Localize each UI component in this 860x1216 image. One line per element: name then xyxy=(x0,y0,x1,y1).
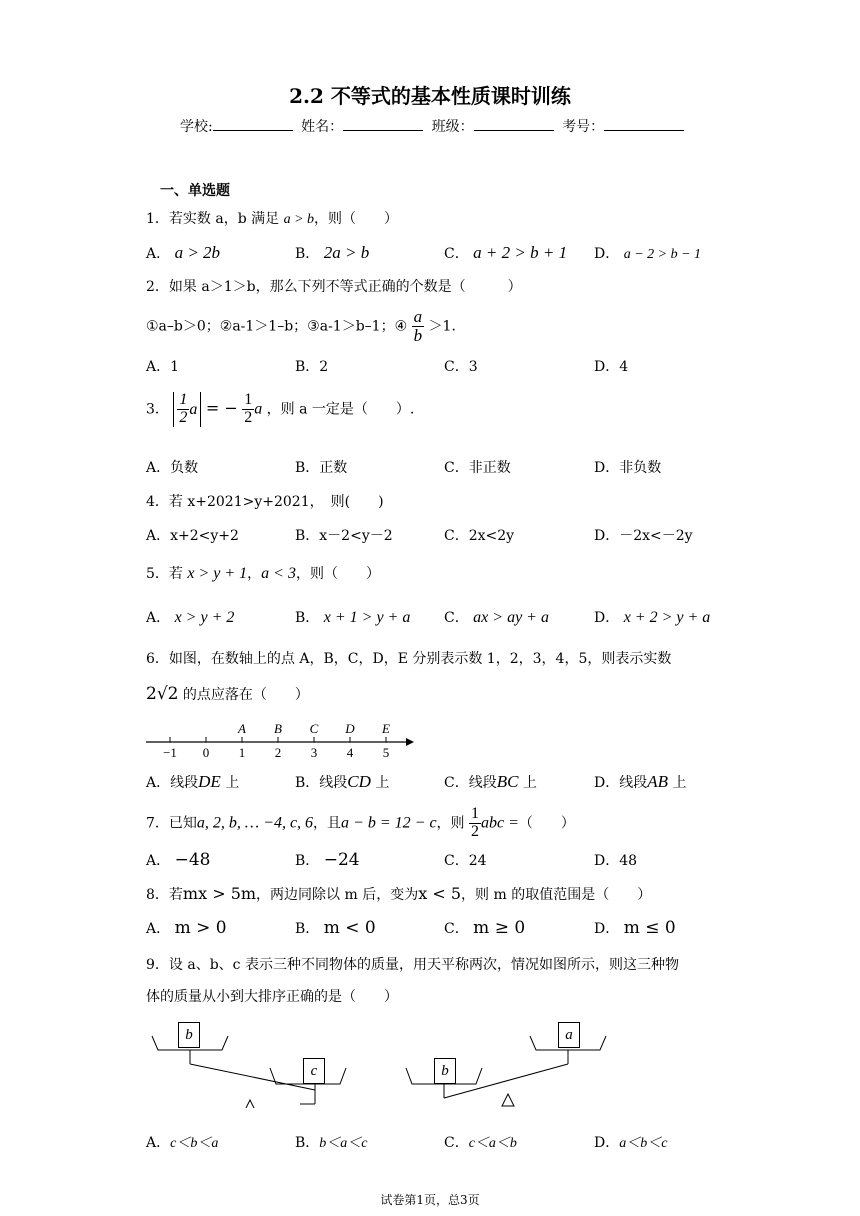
q9-stem-line-2: 体的质量从小到大排序正确的是（ ） xyxy=(146,989,398,1005)
q5-text-end: ，则（ ） xyxy=(295,566,380,582)
q8-option-a[interactable] xyxy=(146,918,227,938)
left-box-c: c xyxy=(303,1058,325,1084)
q4-option-c[interactable]: C．2x<2y xyxy=(444,528,515,544)
q9-d-value: a＜b＜c xyxy=(619,1136,668,1151)
q3-frac-den: 2 xyxy=(179,408,188,426)
q2-statements xyxy=(146,308,465,345)
question-4-stem: 4．若 x+2021>y+2021， 则( ) xyxy=(146,494,384,510)
number-line-point-label: E xyxy=(382,721,390,736)
q5-text: 5．若 xyxy=(146,566,183,582)
q7-option-d[interactable]: D．48 xyxy=(594,853,638,869)
q8-option-b[interactable] xyxy=(295,918,376,938)
q7-text-end: （ ） xyxy=(518,815,575,832)
right-beam xyxy=(444,1064,568,1098)
q9-a-label: A． xyxy=(146,1135,171,1151)
q8-a-value: m > 0 xyxy=(174,918,227,938)
q6-b-label: B．线段 xyxy=(295,775,348,791)
q9-option-d[interactable] xyxy=(594,1132,667,1152)
q3-option-d[interactable]: D．非负数 xyxy=(594,460,662,476)
q2-fraction xyxy=(412,308,425,345)
q3-option-b[interactable]: B．正数 xyxy=(295,460,348,476)
q5-d-label: D． xyxy=(594,610,620,626)
q1-option-c[interactable] xyxy=(444,243,567,263)
q3-absolute-value xyxy=(173,392,201,427)
q2-items: ①a–b＞0；②a-1＞1–b；③a-1＞b–1；④ xyxy=(146,318,408,335)
q5-option-b[interactable] xyxy=(295,607,410,627)
q5-a-label: A． xyxy=(146,610,171,626)
q6-d-tail: 上 xyxy=(672,775,687,791)
class-label: 班级： xyxy=(431,119,474,135)
q1-d-label: D． xyxy=(594,246,620,262)
page-title: 2.2 不等式的基本性质课时训练 xyxy=(289,84,571,108)
q7-fraction xyxy=(469,806,481,841)
q1-b-label: B． xyxy=(295,246,320,262)
q7-text-3: ，则 xyxy=(436,815,465,832)
q7-a-label: A． xyxy=(146,853,171,869)
q8-option-d[interactable] xyxy=(594,918,676,938)
q1-c-label: C． xyxy=(444,246,469,262)
left-box-b: b xyxy=(178,1022,200,1048)
q5-condition-1: x > y + 1 xyxy=(187,565,248,582)
q1-text: 1．若实数 a，b 满足 xyxy=(146,211,280,227)
q8-condition-2: x < 5 xyxy=(418,884,462,903)
q9-option-a[interactable] xyxy=(146,1132,218,1152)
q9-b-value: b＜a＜c xyxy=(319,1136,368,1151)
q1-d-value: a − 2 > b − 1 xyxy=(623,247,702,262)
q6-value: 2√2 xyxy=(146,684,179,704)
q1-b-value: 2a > b xyxy=(323,243,370,262)
q3-frac2-den: 2 xyxy=(244,408,253,426)
q3-option-a[interactable]: A．负数 xyxy=(146,460,199,476)
q2-option-c[interactable]: C．3 xyxy=(444,359,478,375)
number-line-point-label: D xyxy=(345,721,355,736)
q7-text-2: ，且 xyxy=(313,815,342,832)
q3-fraction xyxy=(177,392,189,427)
q8-d-value: m ≤ 0 xyxy=(623,918,676,938)
q8-text: 8．若 xyxy=(146,887,183,903)
q9-option-b[interactable] xyxy=(295,1132,368,1152)
q8-option-c[interactable] xyxy=(444,918,525,938)
question-1-stem xyxy=(146,208,398,228)
q4-option-d[interactable]: D．－2x<－2y xyxy=(594,528,693,544)
q5-option-d[interactable] xyxy=(594,607,710,627)
number-line-tick-label: 4 xyxy=(346,745,354,760)
question-7-stem xyxy=(146,806,575,841)
left-beam xyxy=(190,1064,315,1090)
question-5-stem xyxy=(146,563,380,583)
q7-frac-num: 1 xyxy=(471,805,479,822)
question-3-stem xyxy=(146,392,414,427)
number-line-tick-label: 1 xyxy=(238,745,246,760)
q6-a-tail: 上 xyxy=(225,775,240,791)
q8-text-2: ，两边同除以 m 后，变为 xyxy=(256,887,419,903)
q5-c-label: C． xyxy=(444,610,469,626)
q7-frac-den: 2 xyxy=(471,822,479,840)
number-line-tick-label: 0 xyxy=(202,745,210,760)
q2-items-end: ＞1． xyxy=(428,318,466,335)
q6-option-b[interactable] xyxy=(295,772,389,792)
q5-d-value: x + 2 > y + a xyxy=(623,609,711,626)
q2-frac-num: a xyxy=(413,307,423,326)
q7-expression: abc = xyxy=(481,814,519,832)
q2-frac-den: b xyxy=(413,325,423,345)
q3-var: a xyxy=(189,400,198,418)
question-2-stem: 2．如果 a＞1＞b，那么下列不等式正确的个数是（ ） xyxy=(146,279,522,295)
q8-b-value: m < 0 xyxy=(323,918,376,938)
left-fulcrum xyxy=(244,1100,256,1108)
q5-sep: ， xyxy=(247,566,262,582)
q2-option-b[interactable]: B．2 xyxy=(295,359,329,375)
q9-c-label: C． xyxy=(444,1135,469,1151)
number-line-arrow xyxy=(406,738,414,746)
q1-option-d[interactable] xyxy=(594,243,701,263)
q2-option-d[interactable]: D．4 xyxy=(594,359,629,375)
question-9-stem: 9．设 a、b、c 表示三种不同物体的质量，用天平称两次，情况如图所示，则这三种物 xyxy=(146,957,679,973)
student-info-row xyxy=(180,116,688,136)
q7-text: 7．已知 xyxy=(146,815,197,832)
q6-option-a[interactable] xyxy=(146,772,239,792)
number-line-tick-label: 3 xyxy=(310,745,318,760)
q1-a-value: a > 2b xyxy=(174,243,221,262)
q6-d-label: D．线段 xyxy=(594,775,648,791)
q1-a-label: A． xyxy=(146,246,171,262)
q6-stem-line-2 xyxy=(146,684,309,704)
q5-b-value: x + 1 > y + a xyxy=(323,609,411,626)
q3-equals: = − xyxy=(205,398,238,418)
q6-b-value: CD xyxy=(347,772,371,791)
name-blank[interactable] xyxy=(343,118,423,131)
question-6-stem: 6．如图，在数轴上的点 A，B，C，D，E 分别表示数 1，2，3，4，5，则表示实数 xyxy=(146,651,672,667)
q6-d-value: AB xyxy=(647,772,669,791)
school-blank[interactable] xyxy=(213,118,293,131)
id-blank[interactable] xyxy=(604,118,684,131)
q8-b-label: B． xyxy=(295,921,320,937)
name-label: 姓名： xyxy=(301,119,344,135)
q6-text-end: 的点应落在（ ） xyxy=(178,687,309,703)
q7-option-a[interactable] xyxy=(146,850,210,870)
school-label: 学校: xyxy=(180,119,213,135)
balance-right xyxy=(404,1018,614,1108)
number-line-tick-label: −1 xyxy=(163,745,177,760)
q5-option-a[interactable] xyxy=(146,607,234,627)
q7-equation: a − b = 12 − c xyxy=(341,814,437,832)
q5-b-label: B． xyxy=(295,610,320,626)
q1-text-end: ，则（ ） xyxy=(314,211,399,227)
number-line-point-label: B xyxy=(274,721,282,736)
q1-option-b[interactable] xyxy=(295,243,369,263)
right-box-b: b xyxy=(434,1058,456,1084)
q3-frac-num: 1 xyxy=(179,391,188,408)
right-box-a: a xyxy=(558,1022,580,1048)
q6-option-c[interactable] xyxy=(444,772,537,792)
q1-condition: a > b xyxy=(283,212,315,227)
q6-option-d[interactable] xyxy=(594,772,686,792)
q7-b-value: −24 xyxy=(323,850,360,870)
page-footer: 试卷第1页，总3页 xyxy=(380,1193,480,1207)
number-line-point-label: C xyxy=(309,721,319,736)
q3-frac2-num: 1 xyxy=(244,391,253,408)
q3-fraction-2 xyxy=(242,392,254,427)
number-line-ticks xyxy=(163,721,390,760)
q9-c-value: c＜a＜b xyxy=(468,1136,517,1151)
q3-var-2: a xyxy=(254,400,263,418)
q6-a-value: DE xyxy=(198,772,221,791)
q8-text-end: ，则 m 的取值范围是（ ） xyxy=(461,887,652,903)
q9-a-value: c＜b＜a xyxy=(170,1136,219,1151)
q4-option-b[interactable]: B．x－2<y－2 xyxy=(295,528,393,544)
question-8-stem xyxy=(146,884,651,904)
number-line-tick-label: 2 xyxy=(274,745,282,760)
q3-number: 3． xyxy=(146,401,169,418)
q8-a-label: A． xyxy=(146,921,171,937)
q2-option-a[interactable]: A．1 xyxy=(146,359,180,375)
number-line-tick-label: 5 xyxy=(382,745,390,760)
q5-option-c[interactable] xyxy=(444,607,549,627)
q9-b-label: B． xyxy=(295,1135,320,1151)
q7-sequence: a, 2, b, … −4, c, 6 xyxy=(196,814,314,832)
number-line-figure xyxy=(144,718,414,762)
q5-condition-2: a < 3 xyxy=(261,565,296,582)
q3-tail: ，则 a 一定是（ ）. xyxy=(266,401,415,418)
q9-d-label: D． xyxy=(594,1135,620,1151)
balance-left xyxy=(150,1018,360,1108)
q6-c-tail: 上 xyxy=(522,775,537,791)
q7-option-c[interactable]: C．24 xyxy=(444,853,487,869)
q6-a-label: A．线段 xyxy=(146,775,199,791)
q7-a-value: −48 xyxy=(174,850,211,870)
q3-option-c[interactable]: C．非正数 xyxy=(444,460,511,476)
q1-c-value: a + 2 > b + 1 xyxy=(473,243,568,262)
q6-c-value: BC xyxy=(496,772,519,791)
q8-condition: mx > 5m xyxy=(182,884,257,903)
section-heading: 一、单选题 xyxy=(160,183,230,199)
q4-option-a[interactable]: A．x+2<y+2 xyxy=(146,528,239,544)
id-label: 考号： xyxy=(562,119,605,135)
number-line-point-label: A xyxy=(238,721,246,736)
q8-c-value: m ≥ 0 xyxy=(473,918,526,938)
q6-b-tail: 上 xyxy=(375,775,390,791)
q5-a-value: x > y + 2 xyxy=(174,609,235,626)
q9-option-c[interactable] xyxy=(444,1132,517,1152)
class-blank[interactable] xyxy=(474,118,554,131)
q6-c-label: C．线段 xyxy=(444,775,497,791)
q7-b-label: B． xyxy=(295,853,320,869)
q7-option-b[interactable] xyxy=(295,850,360,870)
right-fulcrum xyxy=(502,1094,514,1106)
q1-option-a[interactable] xyxy=(146,243,220,263)
q8-c-label: C． xyxy=(444,921,469,937)
q8-d-label: D． xyxy=(594,921,620,937)
q5-c-value: ax > ay + a xyxy=(473,609,549,626)
